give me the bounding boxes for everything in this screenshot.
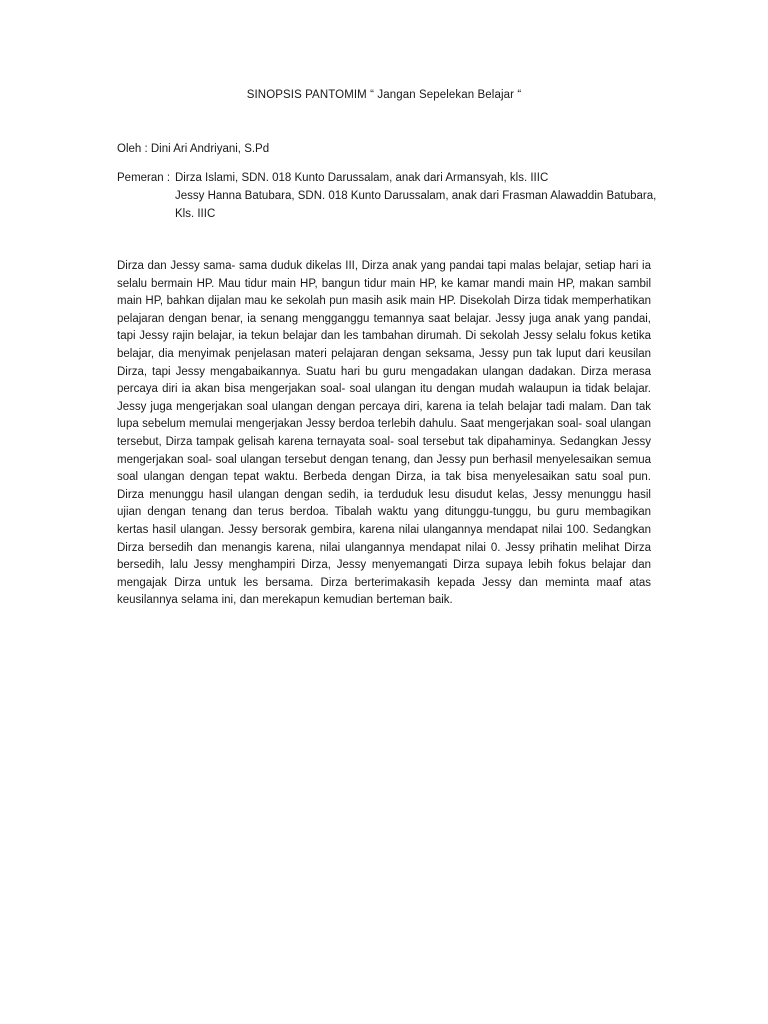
cast-member-jessy: Jessy Hanna Batubara, SDN. 018 Kunto Darussalam, anak dari Frasman Alawaddin Batubara, Kls. IIIC xyxy=(175,190,657,220)
cast-label: Pemeran : xyxy=(117,172,171,184)
synopsis-paragraph: Dirza dan Jessy sama- sama duduk dikelas III, Dirza anak yang pandai tapi malas belajar, setiap hari ia selalu bermain HP. Mau tidur main HP, bangun tidur main HP, ke kamar mandi main HP, makan sambil main HP, bahkan dijalan mau ke sekolah pun masih asik main HP. Disekolah Dirza tidak memperhatikan pelajaran dengan benar, ia senang mengganggu temannya saat belajar. Jessy juga anak yang pandai, tapi Jessy rajin belajar, ia tekun belajar dan les tambahan dirumah. Di sekolah Jessy selalu fokus ketika belajar, dia menyimak penjelasan materi pelajaran dengan seksama, Jessy pun tak luput dari keusilan Dirza, tapi Jessy mengabaikannya. Suatu hari bu guru mengadakan ulangan dadakan. Dirza merasa percaya diri ia akan bisa mengerjakan soal- soal ulangan itu dengan mudah walaupun ia tidak belajar. Jessy juga mengerjakan soal ulangan dengan percaya diri, karena ia telah belajar tadi malam. Dan tak lupa sebelum memulai mengerjakan Jessy berdoa terlebih dahulu. Saat mengerjakan soal- soal ulangan tersebut, Dirza tampak gelisah karena ternayata soal- soal tersebut tak dipahaminya. Sedangkan Jessy mengerjakan soal- soal ulangan tersebut dengan tenang, dan Jessy pun berhasil menyelesaikan semua soal ulangan dengan tepat waktu. Berbeda dengan Dirza, ia tak bisa menyelesaikan satu soal pun. Dirza menunggu hasil ulangan dengan sedih, ia terduduk lesu disudut kelas, Jessy menunggu hasil ujian dengan tenang dan terus berdoa. Tibalah waktu yang ditunggu-tunggu, bu guru membagikan kertas hasil ulangan. Jessy bersorak gembira, karena nilai ulangannya mendapat nilai 100. Sedangkan Dirza bersedih dan menangis karena, nilai ulangannya mendapat nilai 0. Jessy prihatin melihat Dirza bersedih, lalu Jessy menghampiri Dirza, Jessy menyemangati Dirza supaya lebih fokus belajar dan mengajak Dirza untuk les bersama. Dirza berterimakasih kepada Jessy dan meminta maaf atas keusilannya selama ini, dan merekapun kemudian berteman baik. xyxy=(117,260,651,607)
author-line: Oleh : Dini Ari Andriyani, S.Pd xyxy=(117,143,270,155)
document-title: SINOPSIS PANTOMIM “ Jangan Sepelekan Belajar “ xyxy=(246,89,522,101)
cast-row xyxy=(117,169,657,223)
cast-member-dirza: Dirza Islami, SDN. 018 Kunto Darussalam, anak dari Armansyah, kls. IIIC xyxy=(175,172,549,184)
cast-list xyxy=(175,169,657,223)
cast-block xyxy=(117,169,657,223)
